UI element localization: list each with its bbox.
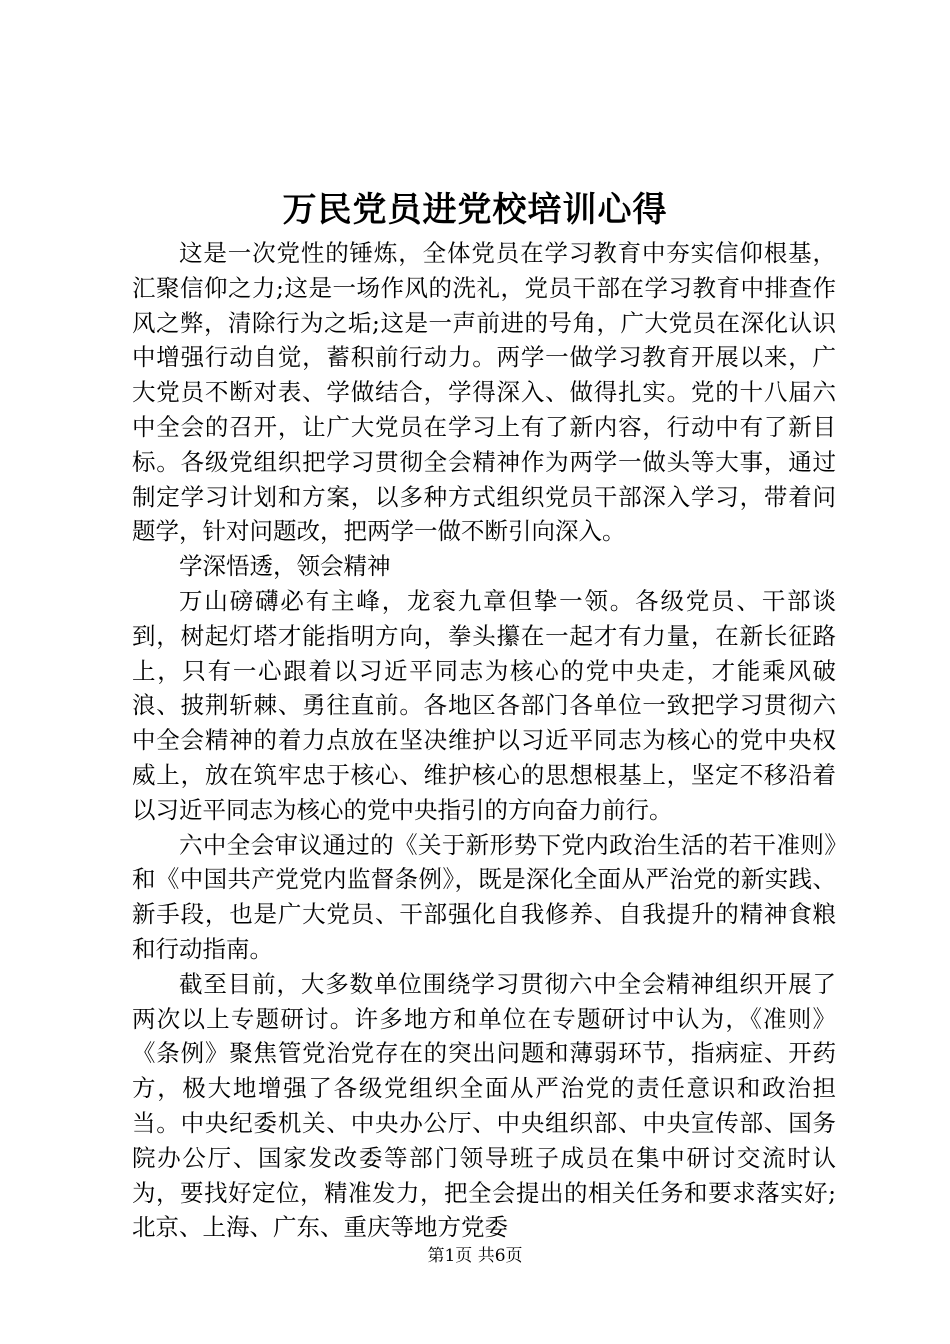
paragraph: 截至目前，大多数单位围绕学习贯彻六中全会精神组织开展了两次以上专题研讨。许多地方和单位在专题研讨中认为，《准则》《条例》聚焦管党治党存在的突出问题和薄弱环节，指病症、开药方，极大地增强了各级党组织全面从严治党的责任意识和政治担当。中央纪委机关、中央办公厅、中央组织部、中央宣传部、国务院办公厅、国家发改委等部门领导班子成员在集中研讨交流时认为，要找好定位，精准发力，把全会提出的相关任务和要求落实好;北京、上海、广东、重庆等地方党委 bbox=[132, 969, 836, 1242]
paragraph: 六中全会审议通过的《关于新形势下党内政治生活的若干准则》和《中国共产党党内监督条例》，既是深化全面从严治党的新实践、新手段，也是广大党员、干部强化自我修养、自我提升的精神食粮和行动指南。 bbox=[132, 830, 836, 963]
document-body bbox=[132, 236, 836, 1245]
paragraph: 这是一次党性的锤炼，全体党员在学习教育中夯实信仰根基，汇聚信仰之力;这是一场作风的洗礼，党员干部在学习教育中排查作风之弊，清除行为之垢;这是一声前进的号角，广大党员在深化认识中增强行动自觉，蓄积前行动力。两学一做学习教育开展以来，广大党员不断对表、学做结合，学得深入、做得扎实。党的十八届六中全会的召开，让广大党员在学习上有了新内容，行动中有了新目标。各级党组织把学习贯彻全会精神作为两学一做头等大事，通过制定学习计划和方案，以多种方式组织党员干部深入学习，带着问题学，针对问题改，把两学一做不断引向深入。 bbox=[132, 239, 836, 546]
document-title: 万民党员进党校培训心得 bbox=[282, 190, 668, 230]
paragraph: 万山磅礴必有主峰，龙衮九章但挚一领。各级党员、干部谈到，树起灯塔才能指明方向，拳头攥在一起才有力量，在新长征路上，只有一心跟着以习近平同志为核心的党中央走，才能乘风破浪、披荆斩棘、勇往直前。各地区各部门各单位一致把学习贯彻六中全会精神的着力点放在坚决维护以习近平同志为核心的党中央权威上，放在筑牢忠于核心、维护核心的思想根基上，坚定不移沿着以习近平同志为核心的党中央指引的方向奋力前行。 bbox=[132, 586, 836, 824]
section-heading: 学深悟透，领会精神 bbox=[179, 552, 391, 581]
page-number-footer: 第1页 共6页 bbox=[427, 1246, 523, 1266]
